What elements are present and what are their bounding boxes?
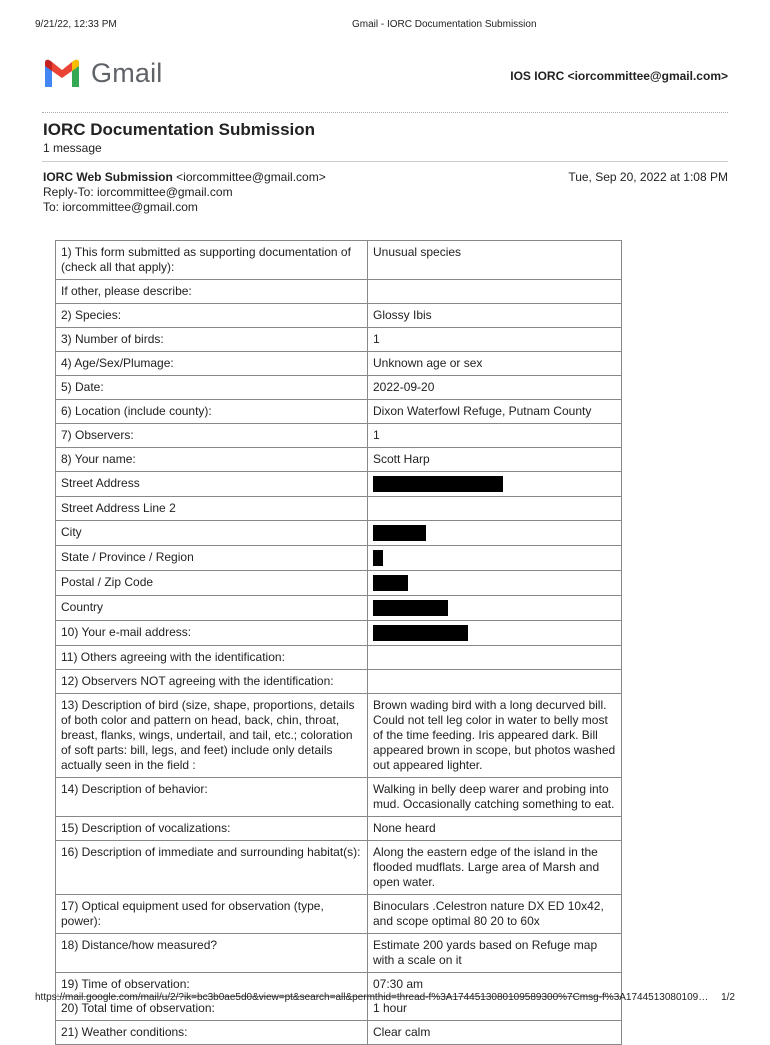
message-count: 1 message: [43, 141, 102, 155]
table-row: [56, 817, 622, 841]
field-label: 17) Optical equipment used for observation (type, power):: [56, 895, 368, 934]
table-row: [56, 304, 622, 328]
table-row: [56, 841, 622, 895]
field-label: 15) Description of vocalizations:: [56, 817, 368, 841]
field-label: Country: [56, 596, 368, 621]
footer-url: https://mail.google.com/mail/u/2/?ik=bc3b0ae5d0&view=pt&search=all&permthid=thread-f%3A1744513080109589300%7Cmsg-f%3A1744513080109…: [35, 992, 709, 1003]
field-value: [368, 472, 622, 497]
table-row: [56, 472, 622, 497]
header-divider: [42, 112, 728, 113]
email-date: Tue, Sep 20, 2022 at 1:08 PM: [568, 170, 728, 184]
field-value: Unknown age or sex: [368, 352, 622, 376]
table-row: [56, 596, 622, 621]
table-row: [56, 646, 622, 670]
field-label: 13) Description of bird (size, shape, proportions, details of both color and pattern on head, back, chin, throat, breast, flanks, wings, undertail, and tail, etc.; coloration of soft parts: bill, legs, and feet) include only details actually seen in the field :: [56, 694, 368, 778]
field-value: None heard: [368, 817, 622, 841]
redaction-bar: [373, 525, 426, 541]
table-row: [56, 400, 622, 424]
sender-name: IORC Web Submission: [43, 170, 173, 184]
table-row: [56, 497, 622, 521]
table-row: [56, 621, 622, 646]
field-label: 6) Location (include county):: [56, 400, 368, 424]
redaction-bar: [373, 600, 448, 616]
field-value: Scott Harp: [368, 448, 622, 472]
field-label: 16) Description of immediate and surrounding habitat(s):: [56, 841, 368, 895]
field-label: 14) Description of behavior:: [56, 778, 368, 817]
field-label: State / Province / Region: [56, 546, 368, 571]
sender-address[interactable]: <iorcommittee@gmail.com>: [176, 170, 326, 184]
field-value: Brown wading bird with a long decurved bill. Could not tell leg color in water to belly most of the time feeding. Iris appeared dark. Bill appeared brown in scope, but photos washed out appeared lighter.: [368, 694, 622, 778]
subject-divider: [42, 161, 728, 162]
table-row: [56, 546, 622, 571]
table-row: [56, 571, 622, 596]
page-number: 1/2: [721, 992, 735, 1003]
field-label: If other, please describe:: [56, 280, 368, 304]
table-row: [56, 328, 622, 352]
submission-table: [55, 240, 622, 1045]
field-value: 1 hour: [368, 997, 622, 1021]
field-label: 1) This form submitted as supporting documentation of (check all that apply):: [56, 241, 368, 280]
field-value: 1: [368, 328, 622, 352]
table-row: [56, 521, 622, 546]
redaction-bar: [373, 575, 408, 591]
table-row: [56, 895, 622, 934]
field-value: Dixon Waterfowl Refuge, Putnam County: [368, 400, 622, 424]
field-label: 18) Distance/how measured?: [56, 934, 368, 973]
field-label: Postal / Zip Code: [56, 571, 368, 596]
field-value: Unusual species: [368, 241, 622, 280]
table-row: [56, 694, 622, 778]
field-label: 20) Total time of observation:: [56, 997, 368, 1021]
field-label: 2) Species:: [56, 304, 368, 328]
table-row: [56, 1021, 622, 1045]
field-value: Clear calm: [368, 1021, 622, 1045]
field-label: Street Address Line 2: [56, 497, 368, 521]
field-label: Street Address: [56, 472, 368, 497]
field-label: 7) Observers:: [56, 424, 368, 448]
table-row: [56, 934, 622, 973]
gmail-m-icon: [42, 57, 82, 89]
field-value: 07:30 am: [368, 973, 622, 997]
field-label: 3) Number of birds:: [56, 328, 368, 352]
field-value: Walking in belly deep warer and probing into mud. Occasionally catching something to eat.: [368, 778, 622, 817]
field-value: [368, 546, 622, 571]
field-value: Along the eastern edge of the island in the flooded mudflats. Large area of Marsh and open water.: [368, 841, 622, 895]
field-label: 21) Weather conditions:: [56, 1021, 368, 1045]
account-label: IOS IORC <iorcommittee@gmail.com>: [510, 69, 728, 83]
redaction-bar: [373, 476, 503, 492]
field-value: [368, 621, 622, 646]
field-label: 12) Observers NOT agreeing with the identification:: [56, 670, 368, 694]
field-label: 10) Your e-mail address:: [56, 621, 368, 646]
table-row: [56, 778, 622, 817]
field-value: Estimate 200 yards based on Refuge map with a scale on it: [368, 934, 622, 973]
sender-block: [43, 170, 326, 215]
field-value: 1: [368, 424, 622, 448]
print-datetime: 9/21/22, 12:33 PM: [35, 19, 117, 30]
field-value: Glossy Ibis: [368, 304, 622, 328]
field-label: 11) Others agreeing with the identification:: [56, 646, 368, 670]
email-subject: IORC Documentation Submission: [43, 120, 316, 139]
field-value: [368, 497, 622, 521]
field-label: 8) Your name:: [56, 448, 368, 472]
redaction-bar: [373, 625, 468, 641]
field-label: City: [56, 521, 368, 546]
field-value: [368, 571, 622, 596]
print-page-title: Gmail - IORC Documentation Submission: [352, 19, 537, 30]
to-line: To: iorcommittee@gmail.com: [43, 200, 198, 214]
field-value: [368, 596, 622, 621]
redaction-bar: [373, 550, 383, 566]
table-row: [56, 424, 622, 448]
table-row: [56, 241, 622, 280]
field-label: 5) Date:: [56, 376, 368, 400]
field-label: 4) Age/Sex/Plumage:: [56, 352, 368, 376]
table-row: [56, 670, 622, 694]
gmail-wordmark: Gmail: [91, 58, 163, 88]
reply-to: Reply-To: iorcommittee@gmail.com: [43, 185, 233, 199]
table-row: [56, 280, 622, 304]
field-value: [368, 646, 622, 670]
field-value: [368, 670, 622, 694]
field-value: [368, 521, 622, 546]
field-value: [368, 280, 622, 304]
table-row: [56, 448, 622, 472]
table-row: [56, 376, 622, 400]
field-value: 2022-09-20: [368, 376, 622, 400]
field-value: Binoculars .Celestron nature DX ED 10x42, and scope optimal 80 20 to 60x: [368, 895, 622, 934]
table-row: [56, 352, 622, 376]
field-label: 19) Time of observation:: [56, 973, 368, 997]
